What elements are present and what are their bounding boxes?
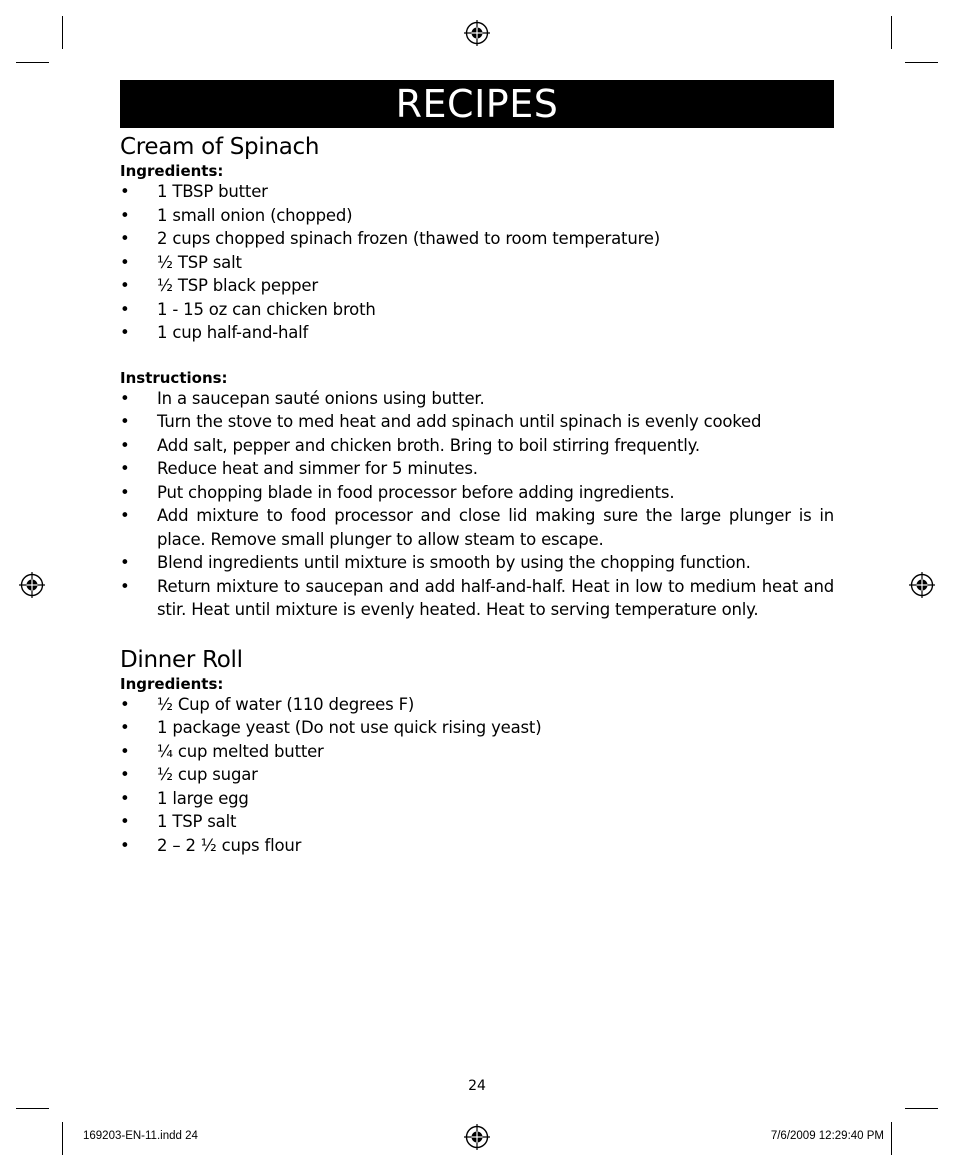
list-item: • 1 package yeast (Do not use quick rising yeast): [120, 716, 834, 740]
bullet: •: [120, 812, 130, 831]
crop-mark: [905, 1108, 938, 1109]
crop-mark: [16, 62, 49, 63]
list-item: • 1 TSP salt: [120, 810, 834, 834]
list-item: • In a saucepan sauté onions using butter.: [120, 387, 834, 411]
bullet: •: [120, 506, 130, 525]
ingredients-list: [120, 180, 834, 345]
registration-mark-icon: [909, 572, 935, 598]
ingredients-list: [120, 693, 834, 858]
list-item: • 1 TBSP butter: [120, 180, 834, 204]
bullet: •: [120, 765, 130, 784]
crop-mark: [62, 16, 63, 49]
bullet: •: [120, 459, 130, 478]
bullet: •: [120, 741, 130, 761]
list-item: • Return mixture to saucepan and add half-and-half. Heat in low to medium heat and stir. Heat until mixture is evenly heated. Heat to serving temperature only.: [120, 576, 834, 619]
crop-mark: [62, 1122, 63, 1155]
file-slug: 169203-EN-11.indd 24: [83, 1130, 198, 1142]
recipe-title: Dinner Roll: [120, 646, 243, 673]
page-title: RECIPES: [120, 80, 834, 128]
date-slug: 7/6/2009 12:29:40 PM: [770, 1130, 884, 1142]
bullet: •: [120, 252, 130, 272]
list-item: • ½ TSP black pepper: [120, 274, 834, 298]
bullet: •: [120, 412, 130, 431]
recipes-content: [120, 134, 834, 857]
list-item: • Reduce heat and simmer for 5 minutes.: [120, 457, 834, 481]
bullet: •: [120, 576, 130, 596]
crop-mark: [891, 1122, 892, 1155]
instructions-heading: Instructions:: [120, 368, 228, 387]
crop-mark: [16, 1108, 49, 1109]
list-item: • 2 – 2 ½ cups flour: [120, 834, 834, 858]
recipe-title: Cream of Spinach: [120, 134, 320, 160]
bullet: •: [120, 299, 130, 319]
page-number: 24: [468, 1078, 486, 1094]
registration-mark-icon: [464, 20, 490, 46]
bullet: •: [120, 482, 130, 502]
ingredients-heading: Ingredients:: [120, 674, 224, 693]
bullet: •: [120, 788, 130, 808]
list-item: • 1 cup half-and-half: [120, 321, 834, 345]
bullet: •: [120, 323, 130, 342]
list-item: • Turn the stove to med heat and add spinach until spinach is evenly cooked: [120, 410, 834, 434]
crop-mark: [891, 16, 892, 49]
list-item: • 1 small onion (chopped): [120, 204, 834, 228]
bullet: •: [120, 276, 130, 295]
bullet: •: [120, 694, 130, 714]
list-item: • Add mixture to food processor and close lid making sure the large plunger is in place. Remove small plunger to allow steam to escape.: [120, 506, 834, 549]
list-item: • ½ TSP salt: [120, 251, 834, 275]
list-item: • Blend ingredients until mixture is smooth by using the chopping function.: [120, 551, 834, 575]
instructions-list: [120, 387, 834, 622]
list-item: • ½ Cup of water (110 degrees F): [120, 693, 834, 717]
bullet: •: [120, 553, 130, 572]
list-item: • Add salt, pepper and chicken broth. Bring to boil stirring frequently.: [120, 434, 834, 458]
bullet: •: [120, 435, 130, 455]
list-item: • Put chopping blade in food processor before adding ingredients.: [120, 481, 834, 505]
bullet: •: [120, 182, 130, 201]
bullet: •: [120, 388, 130, 408]
list-item: • ½ cup sugar: [120, 763, 834, 787]
bullet: •: [120, 718, 130, 737]
bullet: •: [120, 229, 130, 248]
registration-mark-icon: [464, 1124, 490, 1150]
ingredients-heading: Ingredients:: [120, 162, 224, 180]
bullet: •: [120, 205, 130, 225]
bullet: •: [120, 835, 130, 855]
crop-mark: [905, 62, 938, 63]
list-item: • 1 - 15 oz can chicken broth: [120, 298, 834, 322]
list-item: • 1 large egg: [120, 787, 834, 811]
registration-mark-icon: [19, 572, 45, 598]
list-item: • ¼ cup melted butter: [120, 740, 834, 764]
list-item: • 2 cups chopped spinach frozen (thawed to room temperature): [120, 227, 834, 251]
